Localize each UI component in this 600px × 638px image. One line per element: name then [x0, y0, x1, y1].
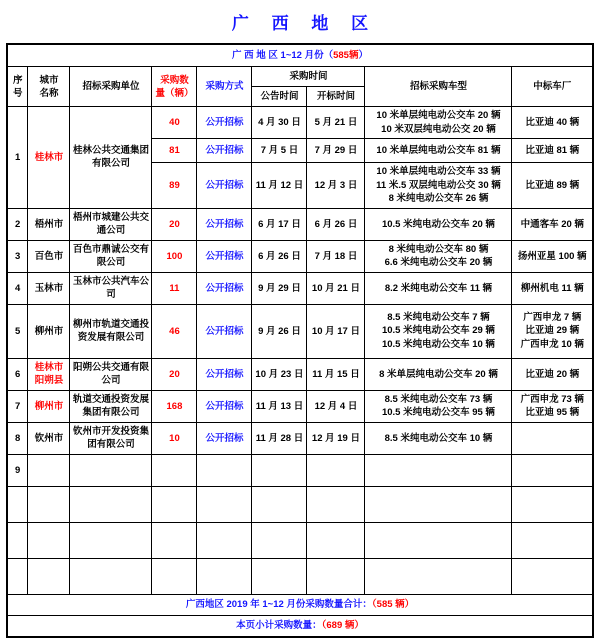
cell-qty: 46	[152, 304, 197, 358]
cell-model: 8 米纯电动公交车 80 辆 6.6 米纯电动公交车 20 辆	[365, 240, 512, 272]
empty-cell	[28, 558, 70, 594]
cell-announce-date: 10 月 23 日	[252, 358, 307, 390]
cell-open-date: 7 月 18 日	[307, 240, 365, 272]
cell-qty	[152, 454, 197, 486]
empty-cell	[152, 558, 197, 594]
cell-method: 公开招标	[197, 272, 252, 304]
empty-cell	[512, 486, 593, 522]
empty-cell	[307, 522, 365, 558]
table-row	[7, 422, 593, 454]
cell-model	[365, 454, 512, 486]
page-subtotal-value: （689 辆）	[321, 620, 364, 631]
cell-unit	[70, 454, 152, 486]
cell-unit: 梧州市城建公共交通公司	[70, 208, 152, 240]
empty-cell	[197, 486, 252, 522]
empty-cell	[365, 558, 512, 594]
cell-qty: 11	[152, 272, 197, 304]
cell-city: 百色市	[28, 240, 70, 272]
cell-model: 10 米单层纯电动公交车 33 辆 11 米.5 双层纯电动公交 30 辆 8 米纯电动公交车 26 辆	[365, 163, 512, 209]
cell-unit: 百色市鼎诚公交有限公司	[70, 240, 152, 272]
header-open-time: 开标时间	[307, 87, 365, 107]
cell-announce-date	[252, 454, 307, 486]
cell-method: 公开招标	[197, 107, 252, 139]
cell-winner: 广西申龙 7 辆 比亚迪 29 辆 广西申龙 10 辆	[512, 304, 593, 358]
header-winner: 中标车厂	[512, 67, 593, 107]
page-title: 广 西 地 区	[231, 14, 378, 33]
header-time: 采购时间	[252, 67, 365, 87]
cell-open-date: 7 月 29 日	[307, 139, 365, 163]
empty-row	[7, 522, 593, 558]
cell-method: 公开招标	[197, 208, 252, 240]
empty-cell	[307, 558, 365, 594]
cell-qty: 10	[152, 422, 197, 454]
cell-city: 梧州市	[28, 208, 70, 240]
empty-cell	[512, 558, 593, 594]
cell-unit: 玉林市公共汽车公司	[70, 272, 152, 304]
cell-unit: 阳朔公共交通有限公司	[70, 358, 152, 390]
cell-qty: 40	[152, 107, 197, 139]
cell-city: 钦州市	[28, 422, 70, 454]
cell-method: 公开招标	[197, 422, 252, 454]
header-announce-time: 公告时间	[252, 87, 307, 107]
cell-method: 公开招标	[197, 163, 252, 209]
table-row	[7, 107, 593, 139]
table-row	[7, 240, 593, 272]
cell-open-date: 10 月 17 日	[307, 304, 365, 358]
cell-method: 公开招标	[197, 304, 252, 358]
table-row	[7, 358, 593, 390]
empty-cell	[7, 522, 28, 558]
cell-open-date: 5 月 21 日	[307, 107, 365, 139]
cell-open-date: 12 月 3 日	[307, 163, 365, 209]
cell-seq: 2	[7, 208, 28, 240]
table-title	[7, 44, 593, 67]
cell-unit: 桂林公共交通集团有限公司	[70, 107, 152, 209]
empty-cell	[28, 486, 70, 522]
cell-winner: 比亚迪 40 辆	[512, 107, 593, 139]
cell-model: 8.5 米纯电动公交车 10 辆	[365, 422, 512, 454]
cell-winner: 广西申龙 73 辆 比亚迪 95 辆	[512, 390, 593, 422]
cell-qty: 168	[152, 390, 197, 422]
cell-winner	[512, 454, 593, 486]
empty-cell	[252, 486, 307, 522]
cell-winner: 比亚迪 20 辆	[512, 358, 593, 390]
empty-cell	[365, 522, 512, 558]
cell-announce-date: 6 月 17 日	[252, 208, 307, 240]
header-method: 采购方式	[197, 67, 252, 107]
cell-city	[28, 454, 70, 486]
cell-unit: 轨道交通投资发展集团有限公司	[70, 390, 152, 422]
header-model: 招标采购车型	[365, 67, 512, 107]
empty-cell	[307, 486, 365, 522]
table-row	[7, 454, 593, 486]
cell-announce-date: 4 月 30 日	[252, 107, 307, 139]
cell-qty: 100	[152, 240, 197, 272]
procurement-table	[6, 43, 594, 638]
table-row	[7, 208, 593, 240]
header-city: 城市 名称	[28, 67, 70, 107]
empty-cell	[197, 522, 252, 558]
cell-open-date: 10 月 21 日	[307, 272, 365, 304]
cell-city: 桂林市阳朔县	[28, 358, 70, 390]
cell-announce-date: 6 月 26 日	[252, 240, 307, 272]
cell-winner: 扬州亚星 100 辆	[512, 240, 593, 272]
cell-city: 桂林市	[28, 107, 70, 209]
cell-method: 公开招标	[197, 139, 252, 163]
table-title-count: 585辆	[333, 50, 359, 61]
table-row	[7, 272, 593, 304]
header-qty: 采购数 量（辆）	[152, 67, 197, 107]
cell-announce-date: 9 月 29 日	[252, 272, 307, 304]
cell-winner: 比亚迪 89 辆	[512, 163, 593, 209]
cell-qty: 20	[152, 208, 197, 240]
cell-seq: 7	[7, 390, 28, 422]
empty-row	[7, 486, 593, 522]
cell-seq: 9	[7, 454, 28, 486]
cell-method: 公开招标	[197, 390, 252, 422]
empty-cell	[152, 522, 197, 558]
empty-cell	[365, 486, 512, 522]
cell-winner: 比亚迪 81 辆	[512, 139, 593, 163]
cell-seq: 4	[7, 272, 28, 304]
cell-method: 公开招标	[197, 240, 252, 272]
cell-method: 公开招标	[197, 358, 252, 390]
region-total-value: （585 辆）	[371, 599, 415, 610]
cell-winner: 中通客车 20 辆	[512, 208, 593, 240]
table-title-prefix: 广 西 地 区 1~12 月份（	[232, 50, 334, 61]
empty-cell	[252, 558, 307, 594]
empty-cell	[512, 522, 593, 558]
cell-model: 8.5 米纯电动公交车 7 辆 10.5 米纯电动公交车 29 辆 10.5 米纯电动公交车 10 辆	[365, 304, 512, 358]
cell-open-date	[307, 454, 365, 486]
cell-winner	[512, 422, 593, 454]
cell-city: 柳州市	[28, 304, 70, 358]
empty-cell	[152, 486, 197, 522]
empty-cell	[7, 558, 28, 594]
empty-cell	[252, 522, 307, 558]
table-title-row	[7, 44, 593, 67]
cell-announce-date: 11 月 28 日	[252, 422, 307, 454]
cell-qty: 89	[152, 163, 197, 209]
header-row-1	[7, 67, 593, 87]
cell-open-date: 12 月 4 日	[307, 390, 365, 422]
cell-announce-date: 11 月 12 日	[252, 163, 307, 209]
empty-cell	[70, 558, 152, 594]
region-total-label: 广西地区 2019 年 1~12 月份采购数量合计：	[185, 599, 372, 610]
cell-qty: 81	[152, 139, 197, 163]
cell-model: 8 米单层纯电动公交车 20 辆	[365, 358, 512, 390]
empty-cell	[28, 522, 70, 558]
empty-cell	[197, 558, 252, 594]
cell-winner: 柳州机电 11 辆	[512, 272, 593, 304]
region-total	[7, 594, 593, 615]
cell-announce-date: 9 月 26 日	[252, 304, 307, 358]
cell-qty: 20	[152, 358, 197, 390]
empty-cell	[70, 486, 152, 522]
cell-seq: 5	[7, 304, 28, 358]
cell-open-date: 6 月 26 日	[307, 208, 365, 240]
header-seq: 序 号	[7, 67, 28, 107]
cell-announce-date: 7 月 5 日	[252, 139, 307, 163]
cell-announce-date: 11 月 13 日	[252, 390, 307, 422]
table-title-suffix: ）	[358, 50, 368, 61]
table-row	[7, 304, 593, 358]
empty-row	[7, 558, 593, 594]
page-subtotal-row	[7, 615, 593, 637]
cell-model: 10 米单层纯电动公交车 20 辆 10 米双层纯电动公交 20 辆	[365, 107, 512, 139]
table-row	[7, 390, 593, 422]
cell-open-date: 12 月 19 日	[307, 422, 365, 454]
cell-model: 10 米单层纯电动公交车 81 辆	[365, 139, 512, 163]
cell-city: 柳州市	[28, 390, 70, 422]
cell-unit: 钦州市开发投资集团有限公司	[70, 422, 152, 454]
cell-model: 8.5 米纯电动公交车 73 辆 10.5 米纯电动公交车 95 辆	[365, 390, 512, 422]
page-subtotal	[7, 615, 593, 637]
total-row	[7, 594, 593, 615]
cell-seq: 3	[7, 240, 28, 272]
cell-model: 10.5 米纯电动公交车 20 辆	[365, 208, 512, 240]
header-unit: 招标采购单位	[70, 67, 152, 107]
cell-open-date: 11 月 15 日	[307, 358, 365, 390]
empty-cell	[70, 522, 152, 558]
empty-cell	[7, 486, 28, 522]
cell-unit: 柳州市轨道交通投资发展有限公司	[70, 304, 152, 358]
cell-city: 玉林市	[28, 272, 70, 304]
cell-model: 8.2 米纯电动公交车 11 辆	[365, 272, 512, 304]
cell-seq: 8	[7, 422, 28, 454]
cell-seq: 1	[7, 107, 28, 209]
cell-method	[197, 454, 252, 486]
cell-seq: 6	[7, 358, 28, 390]
page-subtotal-label: 本页小计采购数量：	[236, 620, 322, 631]
